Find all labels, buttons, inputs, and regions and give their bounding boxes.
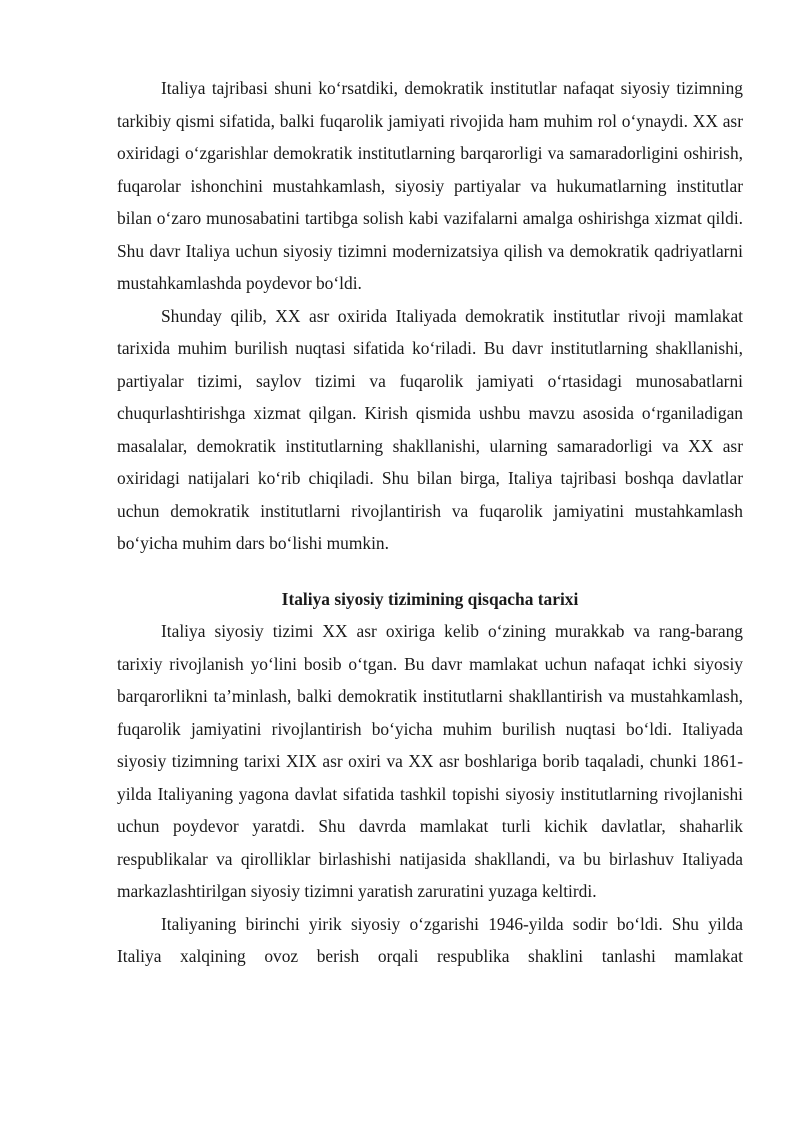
paragraph-history-1: Italiya siyosiy tizimi XX asr oxiriga kelib o‘zining murakkab va rang-barang tarixiy rivojlanish yo‘lini bosib o‘tgan. Bu davr mamlakat uchun nafaqat ichki siyosiy barqarorlikni ta’minlash, balki demokratik institutlarni shakllantirish va mustahkamlash, fuqarolik jamiyatini rivojlantirish bo‘yicha muhim burilish nuqtasi bo‘ldi. Italiyada siyosiy tizimning tarixi XIX asr oxiri va XX asr boshlariga borib taqaladi, chunki 1861-yilda Italiyaning yagona davlat sifatida tashkil topishi siyosiy institutlarning rivojlanishi uchun poydevor yaratdi. Shu davrda mamlakat turli kichik davlatlar, shaharlik respublikalar va qirolliklar birlashishi natijasida shakllandi, va bu birlashuv Italiyada markazlashtirilgan siyosiy tizimni yaratish zaruratini yuzaga keltirdi. <box>117 621 743 901</box>
paragraph-intro-2: Shunday qilib, XX asr oxirida Italiyada demokratik institutlar rivoji mamlakat tarixida muhim burilish nuqtasi sifatida ko‘riladi. Bu davr institutlarning shakllanishi, partiyalar tizimi, saylov tizimi va fuqarolik jamiyati o‘rtasidagi munosabatlarni chuqurlashtirishga xizmat qilgan. Kirish qismida ushbu mavzu asosida o‘rganiladigan masalalar, demokratik institutlarning shakllanishi, ularning samaradorligi va XX asr oxiridagi natijalari ko‘rib chiqiladi. Shu bilan birga, Italiya tajribasi boshqa davlatlar uchun demokratik institutlarni rivojlantirish va fuqarolik jamiyatini mustahkamlash bo‘yicha muhim dars bo‘lishi mumkin. <box>117 305 743 553</box>
paragraph-intro-1: Italiya tajribasi shuni ko‘rsatdiki, demokratik institutlar nafaqat siyosiy tizimning tarkibiy qismi sifatida, balki fuqarolik jamiyati rivojida ham muhim rol o‘ynaydi. XX asr oxiridagi o‘zgarishlar demokratik institutlarning barqarorligi va samaradorligini oshirish, fuqarolar ishonchini mustahkamlash, siyosiy partiyalar va hukumatlarning institutlar bilan o‘zaro munosabatini tartibga solish kabi vazifalarni amalga oshirishga xizmat qildi. Shu davr Italiya uchun siyosiy tizimni modernizatsiya qilish va demokratik qadriyatlarni mustahkamlashda poydevor bo‘ldi. <box>117 78 743 293</box>
section-heading: Italiya siyosiy tizimining qisqacha tarixi <box>281 588 579 609</box>
document-page <box>117 72 743 973</box>
paragraph-history-2: Italiyaning birinchi yirik siyosiy o‘zgarishi 1946-yilda sodir bo‘ldi. Shu yilda Italiya xalqining ovoz berish orqali respublika shaklini tanlashi mamlakat <box>117 913 743 966</box>
